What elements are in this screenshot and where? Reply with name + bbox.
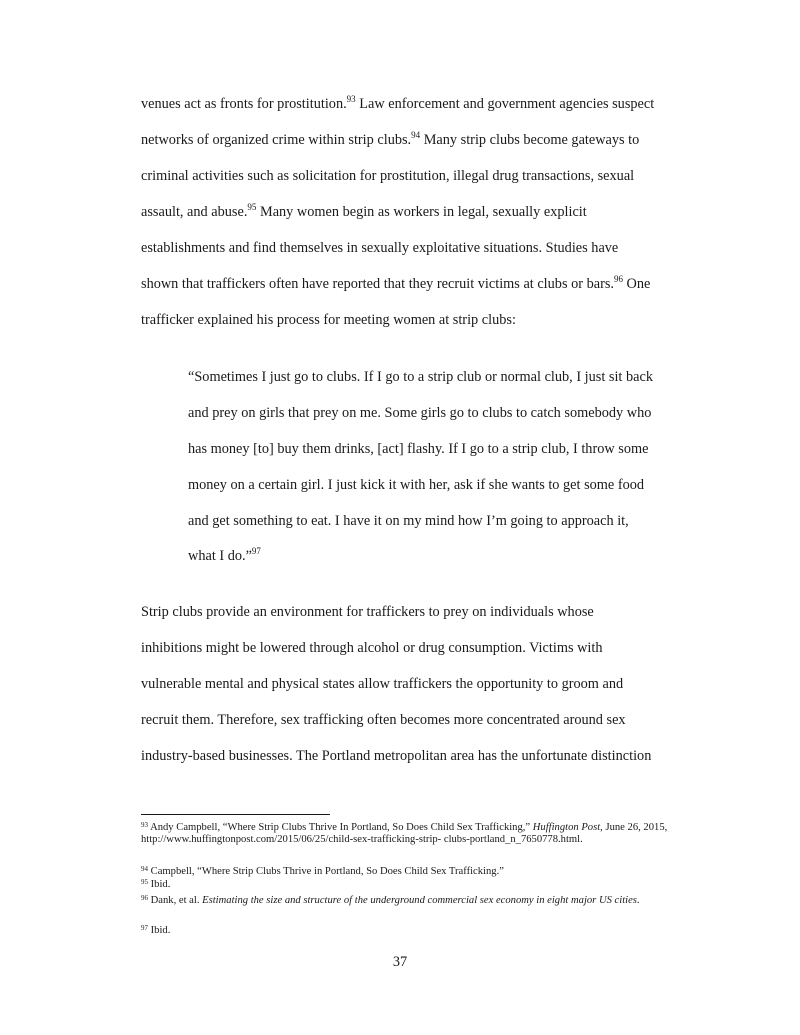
body-line: assault, and abuse.$^{95}$ Many women begin as workers in legal, sexually explicit <box>141 202 587 220</box>
footnote-separator <box>141 814 330 815</box>
body-line: establishments and find themselves in sexually exploitative situations. Studies have <box>141 240 619 256</box>
body-line: Strip clubs provide an environment for traffickers to prey on individuals whose <box>141 604 594 620</box>
body-line: venues act as fronts for prostitution.$^{93}$ Law enforcement and government agencies suspect <box>141 94 655 112</box>
body-line: criminal activities such as solicitation for prostitution, illegal drug transactions, sexual <box>141 168 635 184</box>
footnote-95: $^{95}$ Ibid. <box>141 878 171 890</box>
body-line: industry-based businesses. The Portland metropolitan area has the unfortunate distinction <box>141 748 652 764</box>
footnote-94: $^{94}$ Campbell, “Where Strip Clubs Thrive in Portland, So Does Child Sex Trafficking.” <box>141 865 504 877</box>
page-number: 37 <box>392 954 408 970</box>
footnote-96: $^{96}$ Dank, et al. Estimating the size and structure of the underground commercial sex economy in eight major US cities. <box>141 894 640 906</box>
quote-line: “Sometimes I just go to clubs. If I go to a strip club or normal club, I just sit back <box>188 369 653 385</box>
footnote-93: $^{93}$ Andy Campbell, “Where Strip Clubs Thrive In Portland, So Does Child Sex Trafficking,” Huffington Post, June 26, 2015, http://www.huffingtonpost.com/2015/06/25/child-sex-trafficking-strip- clubs-portland_n_7650778.html. <box>141 821 668 845</box>
footnote-ref-96[interactable]: 96 <box>613 274 623 284</box>
body-line: inhibitions might be lowered through alcohol or drug consumption. Victims with <box>141 640 603 656</box>
footnote-ref-93[interactable]: 93 <box>346 94 356 104</box>
quote-line: and prey on girls that prey on me. Some girls go to clubs to catch somebody who <box>188 405 652 421</box>
footnote-ref-94[interactable]: 94 <box>411 130 421 140</box>
quote-line: money on a certain girl. I just kick it with her, ask if she wants to get some food <box>188 477 645 493</box>
body-line: shown that traffickers often have reported that they recruit victims at clubs or bars.$^{96}$ One <box>141 274 651 292</box>
body-line: vulnerable mental and physical states allow traffickers the opportunity to groom and <box>141 676 624 692</box>
footnote-97: $^{97}$ Ibid. <box>141 924 171 936</box>
body-line: networks of organized crime within strip clubs.$^{94}$ Many strip clubs become gateways to <box>141 130 640 148</box>
quote-line: what I do.”$^{97}$ <box>188 546 261 564</box>
footnote-ref-97[interactable]: 97 <box>251 546 261 556</box>
quote-line: and get something to eat. I have it on my mind how I’m going to approach it, <box>188 513 629 529</box>
footnote-ref-95[interactable]: 95 <box>247 202 257 212</box>
quote-line: has money [to] buy them drinks, [act] flashy. If I go to a strip club, I throw some <box>188 441 649 457</box>
body-line: trafficker explained his process for meeting women at strip clubs: <box>141 312 516 328</box>
body-line: recruit them. Therefore, sex trafficking often becomes more concentrated around sex <box>141 712 626 728</box>
